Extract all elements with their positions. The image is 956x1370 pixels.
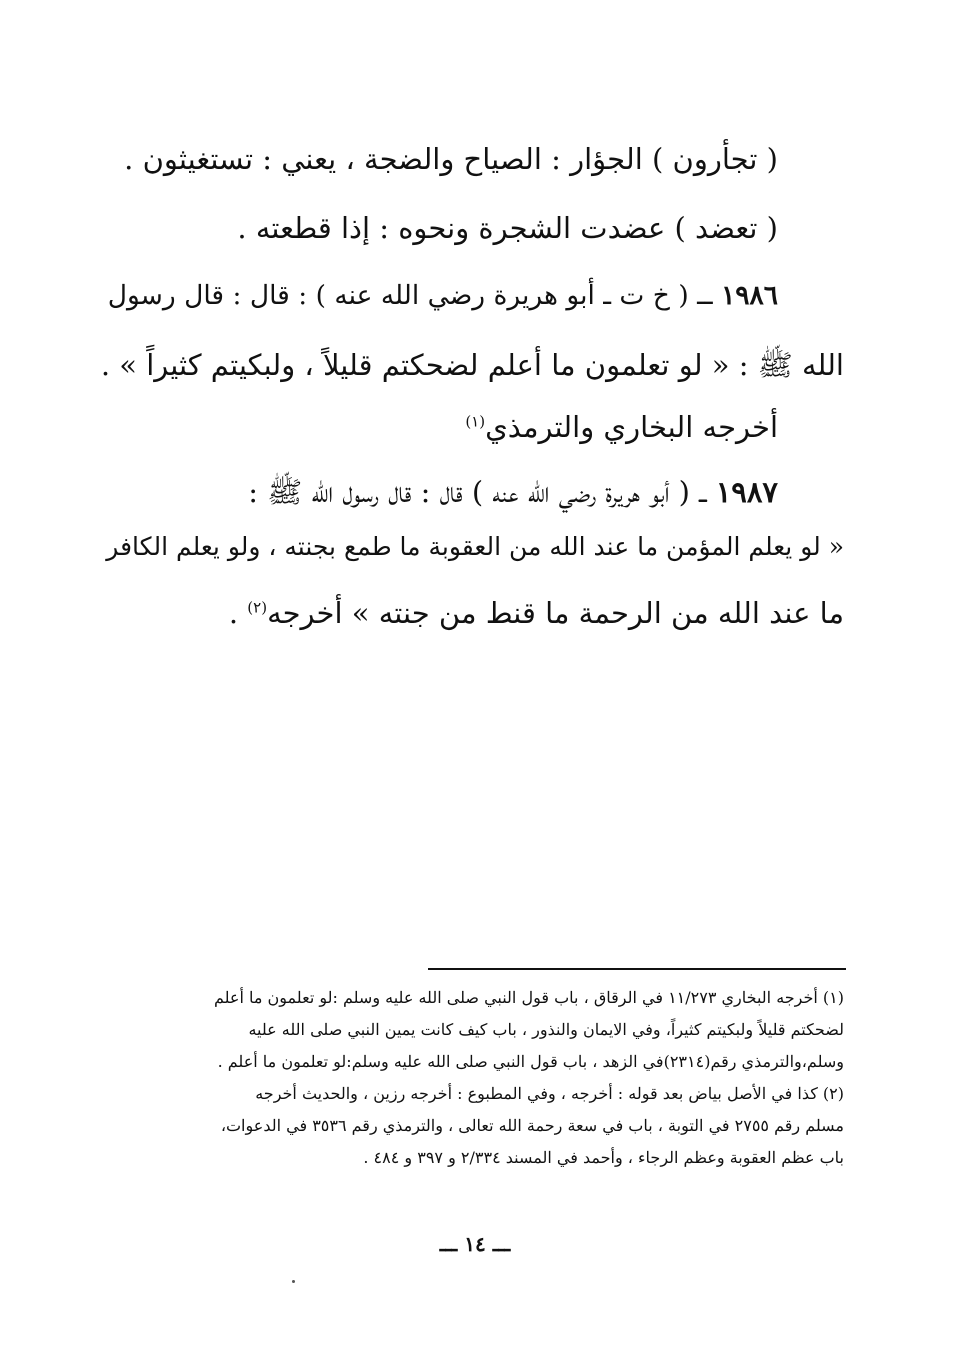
hadith-isnad: ــ ( خ ت ـ أبو هريرة رضي الله عنه ) : قال : قال رسول (107, 280, 713, 311)
hadith-1986-heading (108, 280, 778, 312)
hadith-1987-heading (248, 475, 778, 510)
footnote-ref-2: (٢) (247, 598, 268, 617)
page-number: ـــ ١٤ ـــ (439, 1232, 511, 1256)
footnote-line-5: مسلم رقم ٢٧٥٥ في التوبة ، باب في سعة رحمة الله تعالى ، والترمذي رقم ٣٥٣٦ في الدعوات، (220, 1116, 844, 1135)
last-line-end: . (228, 596, 239, 630)
footnote-line-3: وسلم،والترمذي رقم(٢٣١٤)في الزهد ، باب قول النبي صلى الله عليه وسلم:لو تعلمون ما أعلم . (217, 1052, 844, 1071)
body-line-1: ( تجأرون ) الجؤار : الصياح والضجة ، يعني : تستغيثون . (124, 142, 778, 176)
footnote-line-4: (٢) كذا في الأصل بياض بعد قوله : أخرجه ، وفي المطبوع : أخرجه رزين ، والحديث أخرجه (255, 1084, 844, 1103)
body-line-7: « لو يعلم المؤمن ما عند الله من العقوبة ما طمع بجنته ، ولو يعلم الكافر (106, 532, 844, 561)
hadith-isnad: ــ ( أبو هريرة رضي الله عنه ) قال : قال رسول الله ﷺ : (248, 475, 707, 509)
body-line-8 (229, 596, 844, 631)
footnote-line-6: باب عظم العقوبة وعظم الرجاء ، وأحمد في المسند ٢/٣٣٤ و ٣٩٧ و ٤٨٤ . (363, 1148, 844, 1167)
body-line-4: الله ﷺ : « لو تعلمون ما أعلم لضحكتم قليلاً ، ولبكيتم كثيراً » . (100, 348, 844, 382)
footnote-separator (428, 968, 846, 970)
body-line-2: ( تعضد ) عضدت الشجرة ونحوه : إذا قطعته . (237, 211, 778, 245)
footnote-ref-1: (١) (465, 412, 486, 431)
footnote-line-2: لضحكتم قليلاً ولبكيتم كثيراً، وفي الايمان والنذور ، باب كيف كانت يمين النبي صلى الله عليه (248, 1020, 844, 1039)
takhrij-text: أخرجه البخاري والترمذي (485, 410, 778, 444)
last-line-text: ما عند الله من الرحمة ما قنط من جنته » أخرجه (267, 596, 844, 630)
scan-speck (292, 1280, 295, 1283)
takhrij-1986 (465, 410, 778, 445)
footnote-line-1: (١) أخرجه البخاري ١١/٢٧٣ في الرقاق ، باب قول النبي صلى الله عليه وسلم :لو تعلمون ما أعلم (213, 988, 844, 1007)
hadith-number: ١٩٨٧ (715, 475, 778, 509)
hadith-number: ١٩٨٦ (721, 280, 778, 311)
